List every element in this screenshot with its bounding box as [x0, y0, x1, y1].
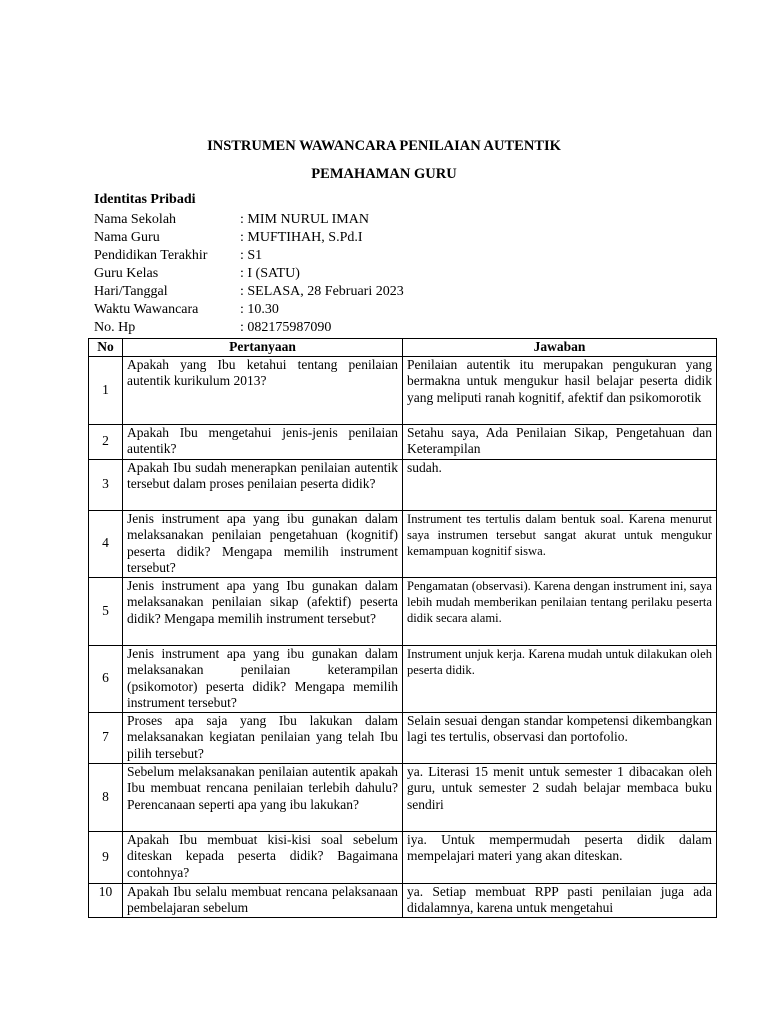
answer-cell: Instrument unjuk kerja. Karena mudah untuk dilakukan oleh peserta didik.	[403, 645, 717, 712]
identity-label: No. Hp	[94, 320, 136, 335]
question-cell: Apakah Ibu sudah menerapkan penilaian autentik tersebut dalam proses penilaian peserta didik?	[123, 459, 403, 510]
question-cell: Apakah yang Ibu ketahui tentang penilaian autentik kurikulum 2013?	[123, 356, 403, 424]
identity-list	[94, 211, 404, 337]
answer-cell: Penilaian autentik itu merupakan pengukuran yang bermakna untuk mengukur hasil belajar peserta didik yang meliputi ranah kognitif, afektif dan psikomorotik	[403, 356, 717, 424]
identity-label: Guru Kelas	[94, 266, 159, 281]
row-number: 1	[89, 356, 123, 424]
table-row	[89, 831, 717, 883]
column-header-no: No	[89, 339, 123, 357]
row-number: 6	[89, 645, 123, 712]
question-cell	[123, 883, 403, 917]
identity-row	[94, 265, 404, 283]
row-number: 9	[89, 831, 123, 883]
identity-row	[94, 319, 404, 337]
identity-value: : I (SATU)	[240, 266, 300, 281]
identity-heading: Identitas Pribadi	[94, 192, 196, 207]
answer-cell: iya. Untuk mempermudah peserta didik dalam mempelajari materi yang akan diteskan.	[403, 831, 717, 883]
table-row	[89, 883, 717, 917]
identity-value: : MIM NURUL IMAN	[240, 212, 369, 227]
table-row	[89, 712, 717, 763]
identity-label: Nama Sekolah	[94, 212, 177, 227]
document-title: INSTRUMEN WAWANCARA PENILAIAN AUTENTIK	[207, 138, 561, 154]
question-cell: Jenis instrument apa yang ibu gunakan dalam melaksanakan penilaian keterampilan (psikomotor) peserta didik? Mengapa memilih instrument tersebut?	[123, 645, 403, 712]
row-number: 3	[89, 459, 123, 510]
identity-value: : S1	[240, 248, 263, 263]
identity-row	[94, 301, 404, 319]
row-number: 2	[89, 424, 123, 459]
identity-value: : MUFTIHAH, S.Pd.I	[240, 230, 363, 245]
question-cell: Jenis instrument apa yang ibu gunakan dalam melaksanakan penilaian pengetahuan (kognitif) peserta didik? Mengapa memilih instrument tersebut?	[123, 510, 403, 577]
identity-label: Pendidikan Terakhir	[94, 248, 208, 263]
interview-table	[88, 338, 717, 918]
answer-cell: Instrument tes tertulis dalam bentuk soal. Karena menurut saya instrumen tersebut sangat akurat untuk mengukur kemampuan kognitif siswa.	[403, 510, 717, 577]
column-header-question: Pertanyaan	[123, 339, 403, 357]
answer-cell: Pengamatan (observasi). Karena dengan instrument ini, saya lebih mudah memberikan penilaian tentang perilaku peserta didik secara alami.	[403, 577, 717, 645]
table-row	[89, 424, 717, 459]
answer-cell	[403, 883, 717, 917]
identity-label: Nama Guru	[94, 230, 160, 245]
answer-cell: Setahu saya, Ada Penilaian Sikap, Pengetahuan dan Keterampilan	[403, 424, 717, 459]
table-row	[89, 510, 717, 577]
table-header-row	[89, 339, 717, 357]
row-number: 10	[89, 883, 123, 917]
identity-value: : 10.30	[240, 302, 279, 317]
table-row	[89, 645, 717, 712]
row-number: 4	[89, 510, 123, 577]
identity-row	[94, 247, 404, 265]
table-row	[89, 459, 717, 510]
identity-row	[94, 211, 404, 229]
identity-value: : SELASA, 28 Februari 2023	[240, 284, 404, 299]
document-subtitle: PEMAHAMAN GURU	[311, 166, 457, 182]
answer-cell: Selain sesuai dengan standar kompetensi dikembangkan lagi tes tertulis, observasi dan portofolio.	[403, 712, 717, 763]
answer-text: ya. Setiap membuat RPP pasti penilaian juga ada didalamnya, karena untuk mengetahui	[407, 883, 712, 915]
table-row	[89, 577, 717, 645]
identity-value: : 082175987090	[240, 320, 332, 335]
identity-label: Hari/Tanggal	[94, 284, 168, 299]
question-cell: Apakah Ibu mengetahui jenis-jenis penilaian autentik?	[123, 424, 403, 459]
row-number: 7	[89, 712, 123, 763]
identity-label: Waktu Wawancara	[94, 302, 199, 317]
table-row	[89, 356, 717, 424]
identity-row	[94, 229, 404, 247]
question-cell: Proses apa saja yang Ibu lakukan dalam melaksanakan kegiatan penilaian yang telah Ibu pilih tersebut?	[123, 712, 403, 763]
question-cell: Apakah Ibu membuat kisi-kisi soal sebelum diteskan kepada peserta didik? Bagaimana contohnya?	[123, 831, 403, 883]
column-header-answer: Jawaban	[403, 339, 717, 357]
question-cell: Jenis instrument apa yang Ibu gunakan dalam melaksanakan penilaian sikap (afektif) peserta didik? Mengapa memilih instrument tersebut?	[123, 577, 403, 645]
question-text: Apakah Ibu selalu membuat rencana pelaksanaan pembelajaran sebelum	[127, 883, 398, 915]
answer-cell: sudah.	[403, 459, 717, 510]
answer-cell: ya. Literasi 15 menit untuk semester 1 dibacakan oleh guru, untuk semester 2 sudah belajar membaca buku sendiri	[403, 763, 717, 831]
question-cell: Sebelum melaksanakan penilaian autentik apakah Ibu membuat rencana penilaian terlebih dahulu? Perencanaan seperti apa yang ibu lakukan?	[123, 763, 403, 831]
row-number: 8	[89, 763, 123, 831]
row-number: 5	[89, 577, 123, 645]
table-row	[89, 763, 717, 831]
identity-row	[94, 283, 404, 301]
